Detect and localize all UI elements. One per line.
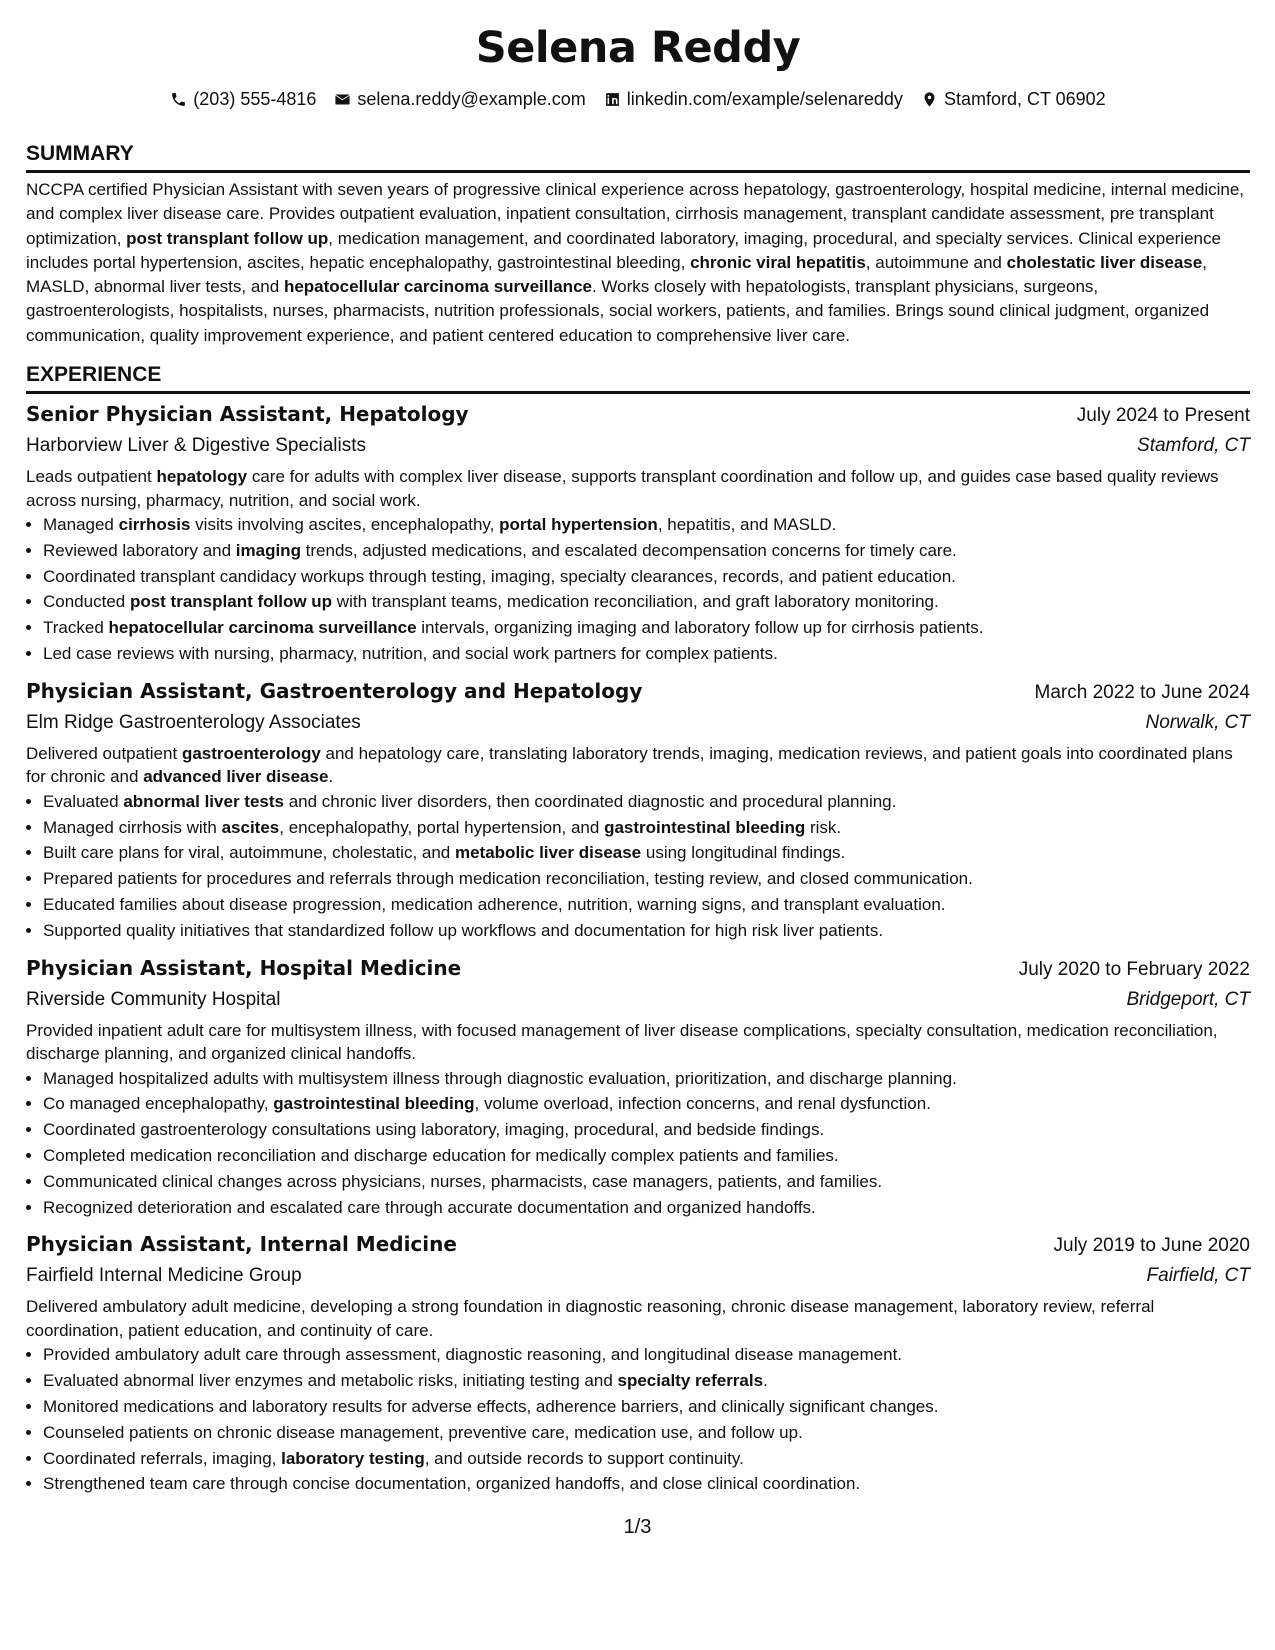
emphasis-text: abnormal liver tests	[123, 791, 284, 811]
job-location: Fairfield, CT	[1146, 1265, 1250, 1287]
job-title: Physician Assistant, Gastroenterology and Hepatology	[26, 678, 643, 703]
experience-heading: EXPERIENCE	[26, 361, 1250, 394]
job-subheader	[26, 1261, 1250, 1291]
job-bullet: • Coordinated referrals, imaging, laboratory testing, and outside records to support continuity.	[43, 1446, 1250, 1472]
job-bullets	[26, 1066, 1250, 1221]
job-bullet: • Tracked hepatocellular carcinoma surveillance intervals, organizing imaging and laboratory follow up for cirrhosis patients.	[43, 615, 1250, 641]
contact-bar	[26, 86, 1250, 112]
emphasis-text: laboratory testing	[281, 1448, 425, 1468]
job-company: Elm Ridge Gastroenterology Associates	[26, 711, 361, 733]
job-bullet: • Built care plans for viral, autoimmune, cholestatic, and metabolic liver disease using longitudinal findings.	[43, 840, 1250, 866]
phone-text: (203) 555-4816	[193, 89, 317, 109]
job-location: Stamford, CT	[1137, 435, 1250, 457]
job-bullet: • Managed cirrhosis visits involving ascites, encephalopathy, portal hypertension, hepatitis, and MASLD.	[43, 512, 1250, 538]
job-bullets	[26, 512, 1250, 667]
emphasis-text: cholestatic liver disease	[1006, 252, 1203, 272]
job-bullet: • Reviewed laboratory and imaging trends, adjusted medications, and escalated decompensation concerns for timely care.	[43, 538, 1250, 564]
job-header	[26, 953, 1250, 985]
job-bullets	[26, 1342, 1250, 1497]
job-entry	[26, 953, 1250, 1221]
envelope-icon	[334, 91, 351, 108]
phone-icon	[170, 91, 187, 108]
emphasis-text: post transplant follow up	[129, 592, 333, 612]
summary-text: NCCPA certified Physician Assistant with seven years of progressive clinical experience across hepatology, gastroenterology, hospital medicine, internal medicine, and complex liver disease care. Provides outpatient evaluation, inpatient consultation, cirrhosis management, transplant candidate assessment, pre transplant optimization, post transplant follow up, medication management, and coordinated laboratory, imaging, procedural, and specialty services. Clinical experience includes portal hypertension, ascites, hepatic encephalopathy, gastrointestinal bleeding, chronic viral hepatitis, autoimmune and cholestatic liver disease, MASLD, abnormal liver tests, and hepatocellular carcinoma surveillance. Works closely with hepatologists, transplant physicians, surgeons, gastroenterologists, hospitalists, nurses, pharmacists, nutrition professionals, social workers, patients, and families. Brings sound clinical judgment, organized communication, quality improvement experience, and patient centered education to comprehensive liver care.	[26, 180, 1244, 345]
job-header	[26, 676, 1250, 708]
job-entry	[26, 676, 1250, 944]
job-bullet: • Managed hospitalized adults with multisystem illness through diagnostic evaluation, prioritization, and discharge planning.	[43, 1066, 1250, 1092]
job-bullet: • Coordinated gastroenterology consultations using laboratory, imaging, procedural, and bedside findings.	[43, 1117, 1250, 1143]
job-company: Riverside Community Hospital	[26, 988, 281, 1010]
job-bullet: • Completed medication reconciliation and discharge education for medically complex patients and families.	[43, 1143, 1250, 1169]
job-bullet: • Counseled patients on chronic disease management, preventive care, medication use, and follow up.	[43, 1420, 1250, 1446]
emphasis-text: post transplant follow up	[126, 228, 329, 248]
job-entry	[26, 1229, 1250, 1497]
emphasis-text: ascites	[221, 817, 280, 837]
emphasis-text: advanced liver disease	[143, 767, 329, 787]
emphasis-text: chronic viral hepatitis	[690, 252, 866, 272]
experience-list	[26, 399, 1250, 1497]
job-subheader	[26, 431, 1250, 461]
emphasis-text: hepatocellular carcinoma surveillance	[283, 277, 592, 297]
job-dates: July 2020 to February 2022	[1018, 958, 1250, 980]
job-bullet: • Evaluated abnormal liver enzymes and metabolic risks, initiating testing and specialty referrals.	[43, 1368, 1250, 1394]
job-bullet: • Supported quality initiatives that standardized follow up workflows and documentation for high risk liver patients.	[43, 918, 1250, 944]
email-link[interactable]: selena.reddy@example.com	[357, 89, 586, 109]
page-number: 1/3	[623, 1516, 652, 1538]
job-bullet: • Communicated clinical changes across physicians, nurses, pharmacists, case managers, patients, and families.	[43, 1169, 1250, 1195]
job-dates: March 2022 to June 2024	[1034, 681, 1250, 703]
contact-email[interactable]	[334, 86, 585, 112]
job-bullet: • Evaluated abnormal liver tests and chronic liver disorders, then coordinated diagnostic and procedural planning.	[43, 789, 1250, 815]
job-bullet: • Coordinated transplant candidacy workups through testing, imaging, specialty clearances, records, and patient education.	[43, 564, 1250, 590]
job-dates: July 2024 to Present	[1076, 405, 1250, 427]
job-subheader	[26, 985, 1250, 1015]
emphasis-text: specialty referrals	[617, 1371, 764, 1391]
emphasis-text: metabolic liver disease	[454, 843, 642, 863]
resume-page	[26, 18, 1250, 1497]
job-bullet: • Educated families about disease progression, medication adherence, nutrition, warning signs, and transplant evaluation.	[43, 892, 1250, 918]
job-title: Physician Assistant, Hospital Medicine	[26, 955, 462, 980]
job-header	[26, 399, 1250, 431]
job-description: Provided inpatient adult care for multisystem illness, with focused management of liver disease complications, specialty consultation, medication reconciliation, discharge planning, and organized clinical handoffs.	[26, 1020, 1218, 1064]
summary-heading: SUMMARY	[26, 140, 1250, 173]
emphasis-text: gastroenterology	[181, 743, 321, 763]
emphasis-text: portal hypertension	[499, 515, 658, 535]
job-company: Harborview Liver & Digestive Specialists	[26, 435, 367, 457]
emphasis-text: hepatocellular carcinoma surveillance	[108, 618, 417, 638]
job-title: Senior Physician Assistant, Hepatology	[26, 402, 469, 427]
job-bullets	[26, 789, 1250, 944]
job-bullet: • Conducted post transplant follow up with transplant teams, medication reconciliation, and graft laboratory monitoring.	[43, 589, 1250, 615]
job-company: Fairfield Internal Medicine Group	[26, 1265, 302, 1287]
map-pin-icon	[921, 91, 938, 108]
candidate-name: Selena Reddy	[475, 23, 801, 73]
linkedin-icon	[604, 91, 621, 108]
location-text: Stamford, CT 06902	[943, 89, 1106, 109]
job-bullet: • Provided ambulatory adult care through assessment, diagnostic reasoning, and longitudinal disease management.	[43, 1342, 1250, 1368]
job-subheader	[26, 708, 1250, 738]
job-description: Delivered ambulatory adult medicine, developing a strong foundation in diagnostic reasoning, chronic disease management, laboratory review, referral coordination, patient education, and continuity of care.	[26, 1297, 1155, 1340]
emphasis-text: gastrointestinal bleeding	[273, 1094, 475, 1114]
job-bullet: • Monitored medications and laboratory results for adverse effects, adherence barriers, and clinically significant changes.	[43, 1394, 1250, 1420]
contact-linkedin[interactable]	[604, 86, 903, 112]
job-bullet: • Led case reviews with nursing, pharmacy, nutrition, and social work partners for complex patients.	[43, 641, 1250, 667]
job-bullet: • Strengthened team care through concise documentation, organized handoffs, and close clinical coordination.	[43, 1471, 1250, 1497]
job-location: Norwalk, CT	[1145, 711, 1250, 733]
job-entry	[26, 399, 1250, 667]
job-location: Bridgeport, CT	[1126, 988, 1250, 1010]
contact-location	[921, 86, 1106, 112]
linkedin-link[interactable]: linkedin.com/example/selenareddy	[626, 89, 903, 109]
job-header	[26, 1229, 1250, 1261]
job-description: Delivered outpatient gastroenterology and hepatology care, translating laboratory trends, imaging, medication reviews, and patient goals into coordinated plans for chronic and advanced liver disease.	[26, 743, 1233, 787]
job-dates: July 2019 to June 2020	[1053, 1235, 1250, 1257]
job-title: Physician Assistant, Internal Medicine	[26, 1232, 457, 1257]
job-description: Leads outpatient hepatology care for adults with complex liver disease, supports transplant coordination and follow up, and guides case based quality reviews across nursing, pharmacy, nutrition, and social work.	[26, 467, 1219, 510]
job-bullet: • Co managed encephalopathy, gastrointestinal bleeding, volume overload, infection concerns, and renal dysfunction.	[43, 1091, 1250, 1117]
emphasis-text: imaging	[235, 540, 301, 560]
job-bullet: • Recognized deterioration and escalated care through accurate documentation and organized handoffs.	[43, 1195, 1250, 1221]
contact-phone	[170, 86, 316, 112]
emphasis-text: gastrointestinal bleeding	[604, 817, 806, 837]
job-bullet: • Prepared patients for procedures and referrals through medication reconciliation, testing review, and closed communication.	[43, 866, 1250, 892]
emphasis-text: hepatology	[156, 467, 248, 487]
job-bullet: • Managed cirrhosis with ascites, encephalopathy, portal hypertension, and gastrointestinal bleeding risk.	[43, 815, 1250, 841]
emphasis-text: cirrhosis	[118, 515, 191, 535]
